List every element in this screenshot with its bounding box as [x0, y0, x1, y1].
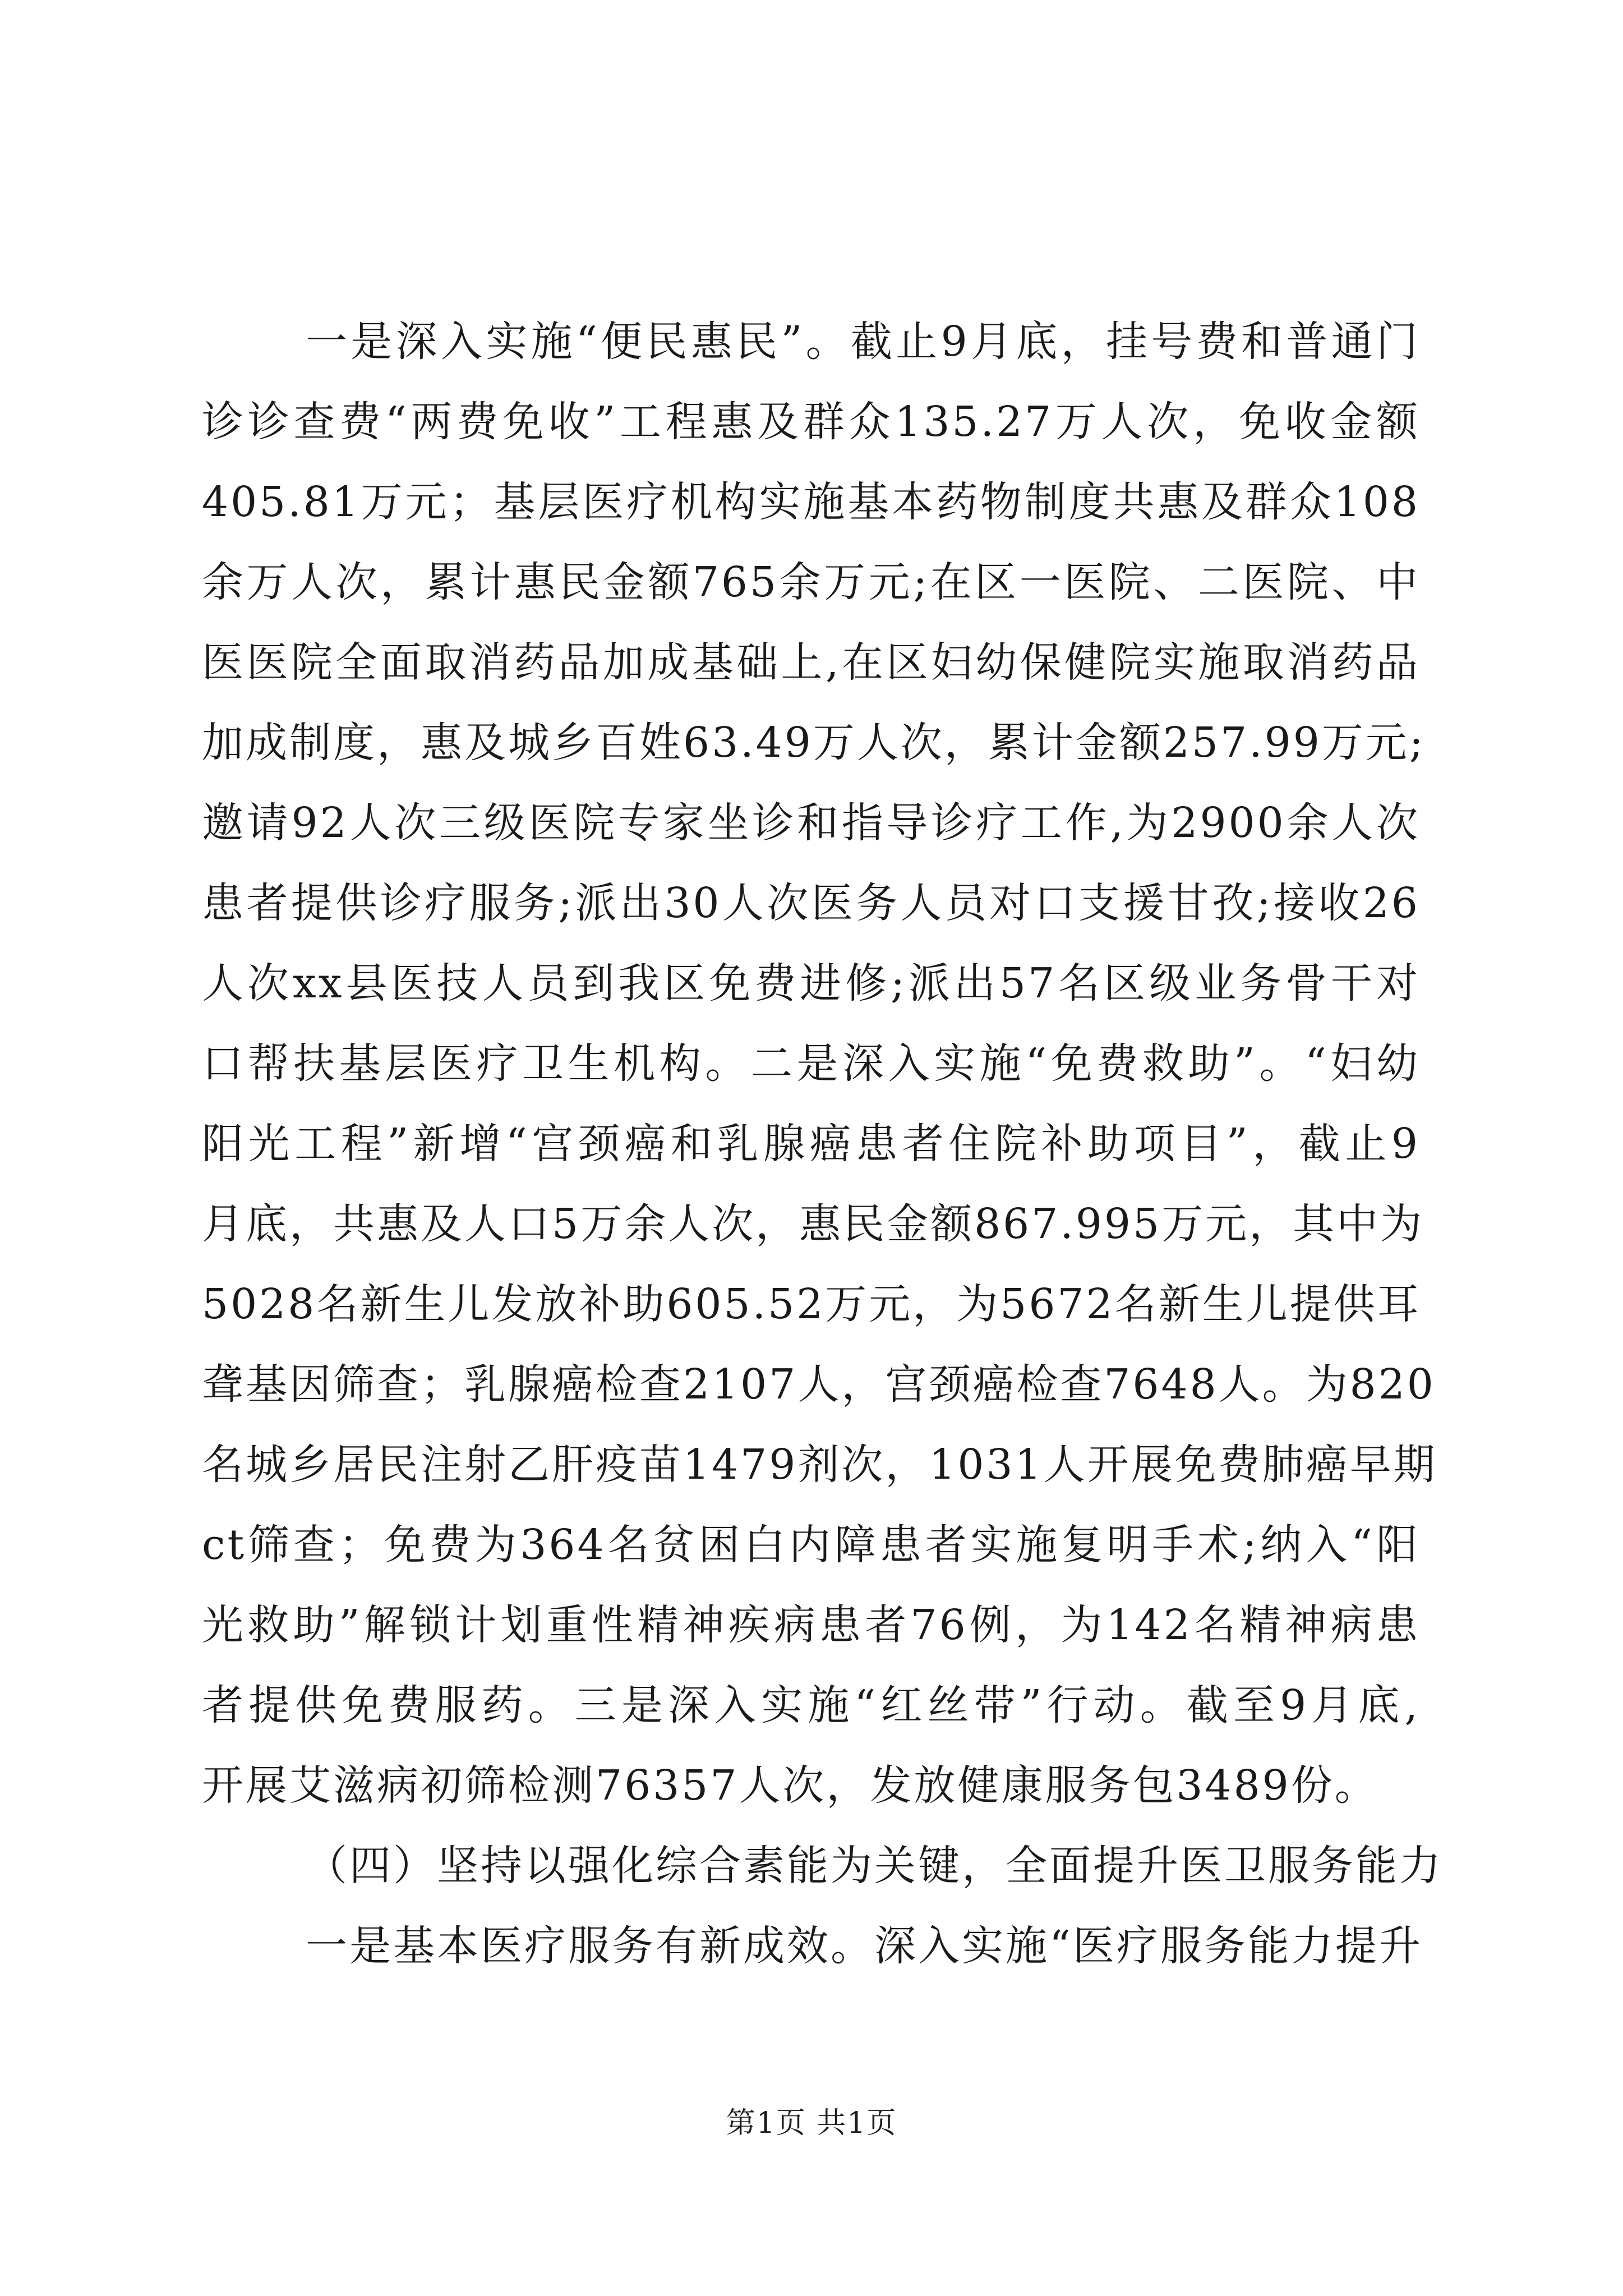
paragraph-line: 开展艾滋病初筛检测76357人次，发放健康服务包3489份。 — [202, 1761, 1378, 1810]
page-footer: 第1页 共1页 — [726, 2106, 897, 2140]
paragraph-line: 口帮扶基层医疗卫生机构。二是深入实施“免费救助”。“妇幼 — [202, 1039, 1420, 1088]
paragraph-line: 5028名新生儿发放补助605.52万元，为5672名新生儿提供耳 — [202, 1280, 1421, 1328]
body-text — [202, 302, 1443, 1986]
paragraph-line: 医医院全面取消药品加成基础上,在区妇幼保健院实施取消药品 — [202, 638, 1420, 687]
paragraph-line: 阳光工程”新增“宫颈癌和乳腺癌患者住院补助项目”，截止9 — [202, 1120, 1420, 1168]
paragraph-line: 患者提供诊疗服务;派出30人次医务人员对口支援甘孜;接收26 — [202, 879, 1420, 927]
paragraph-line: ct筛查；免费为364名贫困白内障患者实施复明手术;纳入“阳 — [202, 1521, 1420, 1569]
paragraph-line: 一是基本医疗服务有新成效。深入实施“医疗服务能力提升 — [306, 1922, 1423, 1970]
paragraph-line: 者提供免费服药。三是深入实施“红丝带”行动。截至9月底, — [202, 1681, 1420, 1729]
paragraph-line: 聋基因筛查；乳腺癌检查2107人，宫颈癌检查7648人。为820 — [202, 1360, 1436, 1409]
paragraph-line: 邀请92人次三级医院专家坐诊和指导诊疗工作,为2900余人次 — [202, 799, 1420, 847]
paragraph-line: 诊诊查费“两费免收”工程惠及群众135.27万人次，免收金额 — [202, 398, 1420, 446]
paragraph-line: 月底，共惠及人口5万余人次，惠民金额867.995万元，其中为 — [202, 1200, 1424, 1248]
paragraph-line: 人次xx县医技人员到我区免费进修;派出57名区级业务骨干对 — [202, 959, 1420, 1007]
paragraph-line: 光救助”解锁计划重性精神疾病患者76例，为142名精神病患 — [202, 1601, 1420, 1649]
paragraph-line: 一是深入实施“便民惠民”。截止9月底，挂号费和普通门 — [306, 318, 1420, 366]
paragraph-line: 加成制度，惠及城乡百姓63.49万人次，累计金额257.99万元; — [202, 719, 1426, 767]
paragraph-line: 405.81万元；基层医疗机构实施基本药物制度共惠及群众108 — [202, 478, 1420, 526]
paragraph-line: 余万人次，累计惠民金额765余万元;在区一医院、二医院、中 — [202, 558, 1420, 606]
section-heading: （四）坚持以强化综合素能为关键，全面提升医卫服务能力 — [306, 1842, 1443, 1890]
paragraph-line: 名城乡居民注射乙肝疫苗1479剂次，1031人开展免费肺癌早期 — [202, 1441, 1437, 1489]
